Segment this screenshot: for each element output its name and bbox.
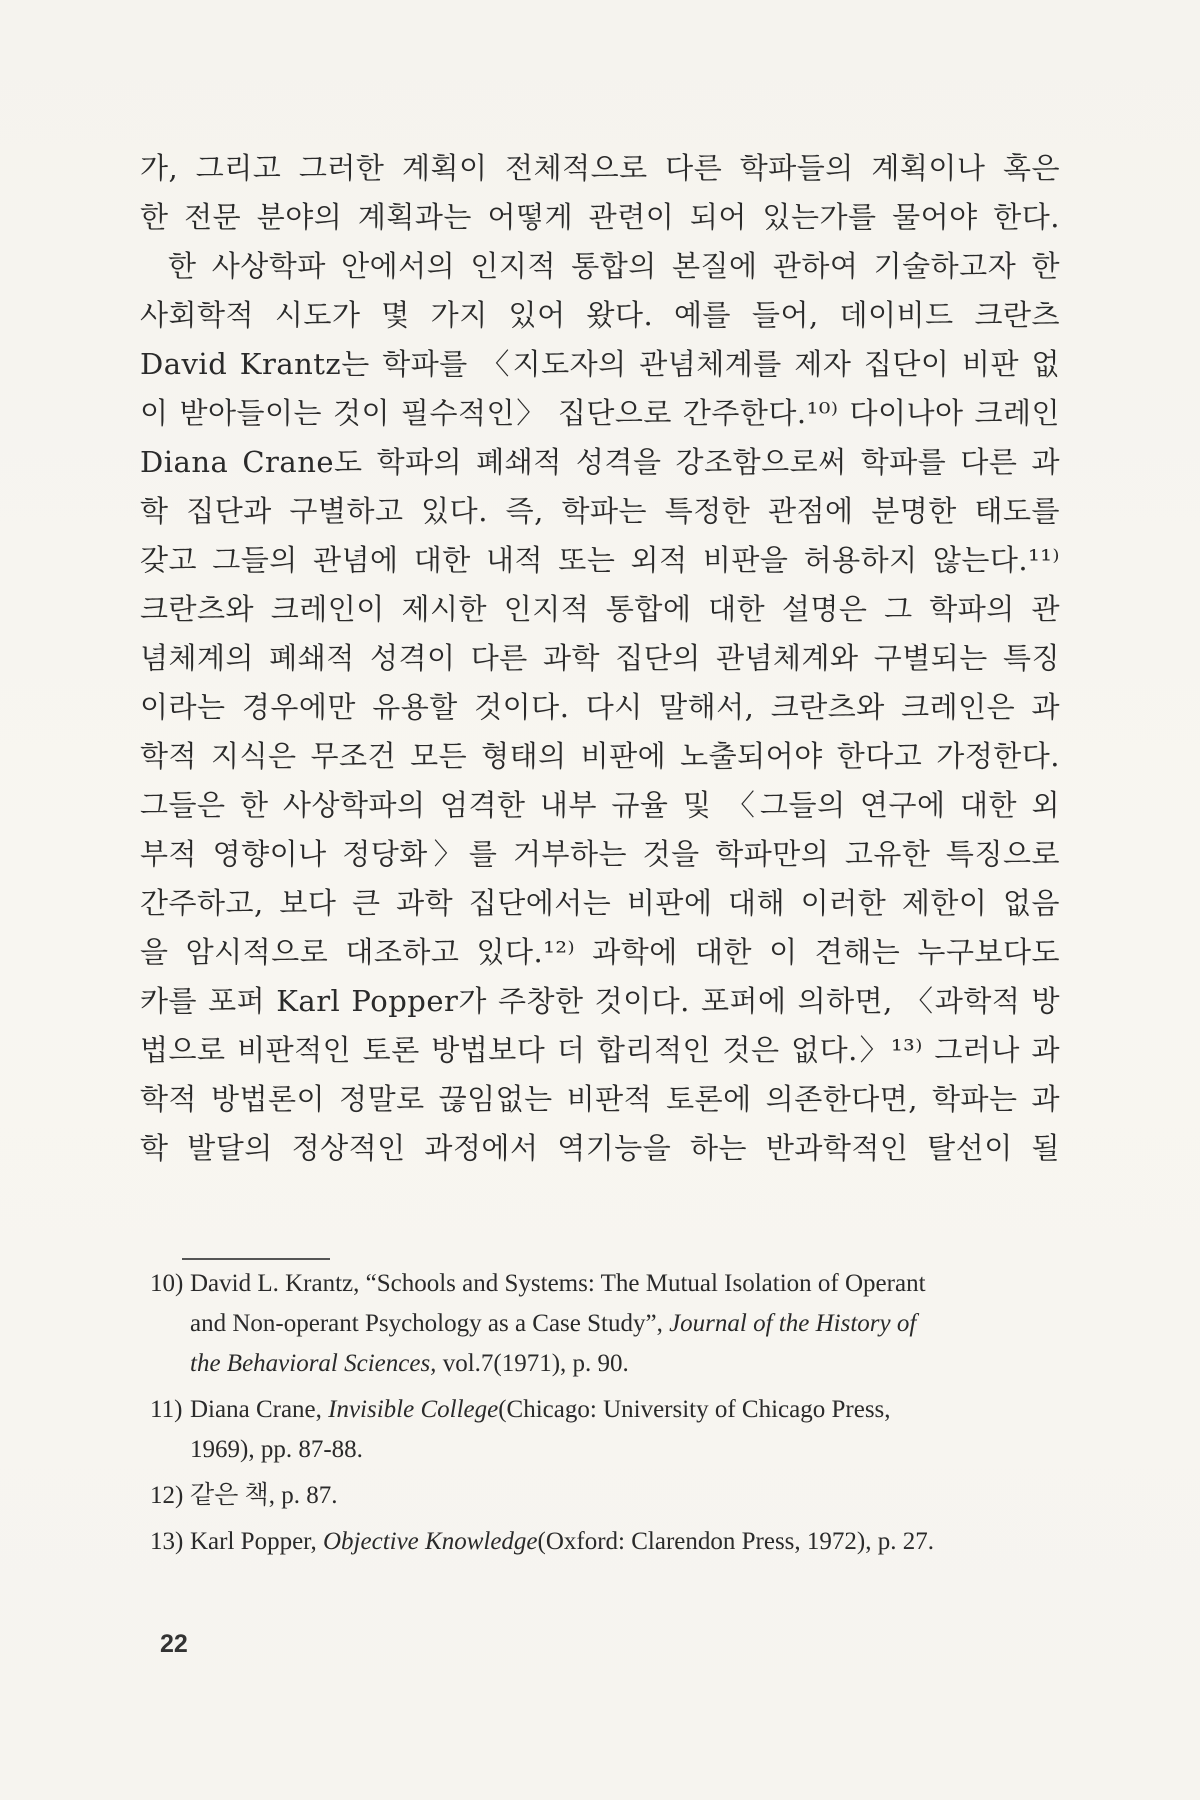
text-line: 학 집단과 구별하고 있다. 즉, 학파는 특정한 관점에 분명한 태도를: [140, 494, 1060, 528]
footnote-number: 12): [150, 1482, 184, 1509]
journal-title: Journal of the History of: [669, 1310, 917, 1337]
text-line: 간주하고, 보다 큰 과학 집단에서는 비판에 대해 이러한 제한이 없음: [140, 886, 1060, 920]
footnotes: [150, 1264, 1060, 1568]
footnote-text: Karl Popper,: [190, 1528, 323, 1555]
footnote-number: 11): [150, 1396, 183, 1423]
footnote-text: vol.7(1971), p. 90.: [436, 1350, 629, 1377]
footnote-continuation: 1969), pp. 87-88.: [190, 1436, 363, 1463]
footnote-rule: [182, 1258, 330, 1260]
footnote-number: 13): [150, 1528, 184, 1555]
footnote-text: (Chicago: University of Chicago Press,: [498, 1396, 891, 1423]
text-line: 을 암시적으로 대조하고 있다.¹²⁾ 과학에 대한 이 견해는 누구보다도: [140, 935, 1060, 969]
footnote-continuation: [150, 1304, 1060, 1344]
footnote-13: [150, 1522, 1060, 1562]
text-line: 크란츠와 크레인이 제시한 인지적 통합에 대한 설명은 그 학파의 관: [140, 592, 1060, 626]
text-line: 학적 방법론이 정말로 끊임없는 비판적 토론에 의존한다면, 학파는 과: [140, 1082, 1060, 1116]
text-line: 학적 지식은 무조건 모든 형태의 비판에 노출되어야 한다고 가정한다.: [140, 739, 1060, 773]
book-title: Invisible College: [328, 1396, 499, 1423]
text-line: 이 받아들이는 것이 필수적인〉 집단으로 간주한다.¹⁰⁾ 다이나아 크레인: [140, 396, 1060, 430]
footnote-number: 10): [150, 1270, 184, 1297]
text-line: 이라는 경우에만 유용할 것이다. 다시 말해서, 크란츠와 크레인은 과: [140, 690, 1060, 724]
text-line: 사회학적 시도가 몇 가지 있어 왔다. 예를 들어, 데이비드 크란츠: [140, 298, 1060, 332]
footnote-10: [150, 1264, 1060, 1384]
journal-title: the Behavioral Sciences,: [190, 1350, 437, 1377]
footnote-text: Diana Crane,: [190, 1396, 329, 1423]
text-line: 부적 영향이나 정당화〉를 거부하는 것을 학파만의 고유한 특징으로: [140, 837, 1060, 871]
text-line: 념체계의 폐쇄적 성격이 다른 과학 집단의 관념체계와 구별되는 특징: [140, 641, 1060, 675]
text-line: David Krantz는 학파를 〈지도자의 관념체계를 제자 집단이 비판 없: [140, 347, 1060, 381]
footnote-text: and Non-operant Psychology as a Case Study”,: [190, 1310, 670, 1337]
footnote-text: 같은 책, p. 87.: [190, 1482, 338, 1509]
text-line: 가, 그리고 그러한 계획이 전체적으로 다른 학파들의 계획이나 혹은: [140, 151, 1060, 185]
text-line: 법으로 비판적인 토론 방법보다 더 합리적인 것은 없다.〉¹³⁾ 그러나 과: [140, 1033, 1060, 1067]
footnote-11: [150, 1390, 1060, 1470]
text-line: 한 사상학파 안에서의 인지적 통합의 본질에 관하여 기술하고자 한: [168, 249, 1060, 283]
text-line: 갖고 그들의 관념에 대한 내적 또는 외적 비판을 허용하지 않는다.¹¹⁾: [140, 543, 1060, 577]
book-title: Objective Knowledge: [323, 1528, 538, 1555]
page-number: 22: [160, 1630, 188, 1658]
body-text: [140, 144, 1060, 1173]
text-line: Diana Crane도 학파의 폐쇄적 성격을 강조함으로써 학파를 다른 과: [140, 445, 1060, 479]
footnote-text: David L. Krantz, “Schools and Systems: The Mutual Isolation of Operant: [190, 1270, 926, 1297]
text-line: 그들은 한 사상학파의 엄격한 내부 규율 및 〈그들의 연구에 대한 외: [140, 788, 1060, 822]
footnote-12: [150, 1476, 1060, 1516]
text-line: 한 전문 분야의 계획과는 어떻게 관련이 되어 있는가를 물어야 한다.: [140, 200, 1060, 234]
text-line: 카를 포퍼 Karl Popper가 주창한 것이다. 포퍼에 의하면, 〈과학적 방: [140, 984, 1060, 1018]
footnote-text: (Oxford: Clarendon Press, 1972), p. 27.: [537, 1528, 934, 1555]
footnote-continuation: [150, 1344, 1060, 1384]
text-line: 학 발달의 정상적인 과정에서 역기능을 하는 반과학적인 탈선이 될: [140, 1131, 1060, 1165]
